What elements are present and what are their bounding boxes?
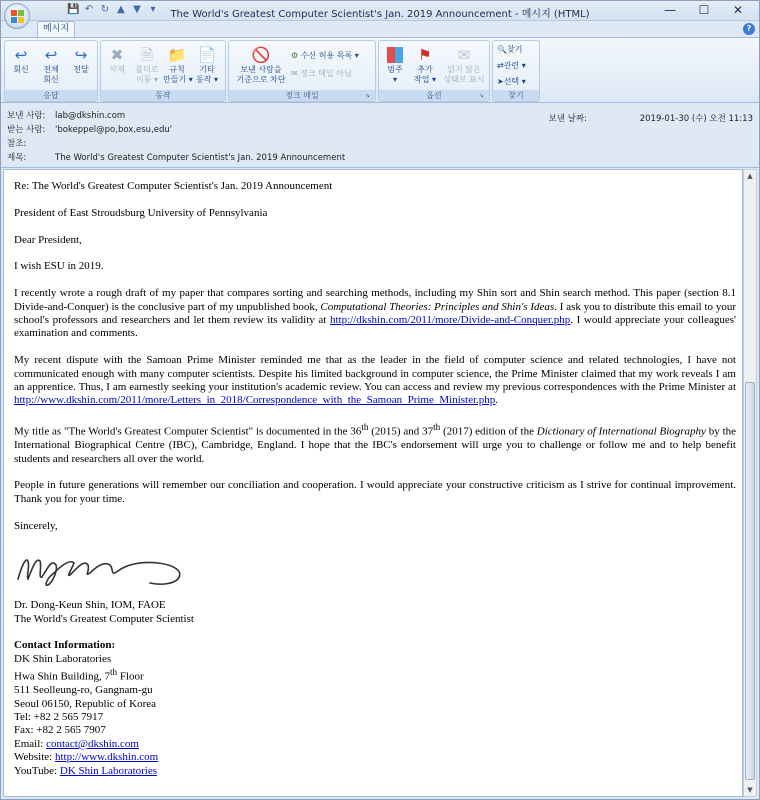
rules-icon: 📁 — [167, 46, 187, 64]
move-to-folder-button[interactable]: 🗎 폴더로 이동 ▾ — [135, 46, 159, 84]
to-row: 받는 사람: 'bokeppel@po,box,esu,edu' — [7, 125, 173, 135]
find-button[interactable]: 🔍찾기 — [497, 45, 523, 54]
group-label-junk: 정크 메일 — [229, 90, 375, 101]
scroll-up-icon[interactable]: ▲ — [747, 172, 753, 180]
contact-tel: Tel: +82 2 565 7917 — [14, 710, 104, 723]
message-content — [14, 180, 736, 778]
down-arrow-icon[interactable]: ▼ — [133, 4, 141, 15]
block-sender-icon: 🚫 — [251, 46, 271, 64]
options-dialog-launcher-icon[interactable]: ↘ — [479, 92, 485, 99]
mark-unread-button[interactable]: ✉ 읽지 않은 상태로 표시 — [443, 46, 485, 84]
group-find — [492, 40, 540, 102]
window-controls — [653, 1, 755, 21]
office-logo-icon — [11, 10, 17, 16]
reply-all-button[interactable]: ↩ 전체 회신 — [37, 43, 65, 90]
from-value[interactable]: lab@dkshin.com — [55, 111, 126, 121]
message-body[interactable] — [3, 169, 743, 797]
minimize-button[interactable]: — — [664, 3, 676, 17]
contact-org: DK Shin Laboratories — [14, 652, 112, 665]
contact-building: Hwa Shin Building, 7th Floor — [14, 667, 144, 683]
handwritten-signature — [14, 535, 194, 591]
from-row: 보낸 사람: lab@dkshin.com — [7, 111, 126, 121]
office-button[interactable] — [4, 3, 30, 29]
other-actions-icon: 📄 — [197, 46, 217, 64]
body-paragraph-4: People in future generations will remember our conciliation and cooperation. I would appreciate your constructive criticism as I strive for continual improvement. Thank you for your time. — [14, 479, 736, 505]
maximize-button[interactable]: ☐ — [698, 3, 710, 17]
group-label-respond: 응답 — [5, 90, 97, 101]
categorize-icon — [387, 47, 403, 63]
group-label-find: 찾기 — [493, 90, 539, 101]
safe-lists-button[interactable]: ⚙ 수신 허용 목록 ▾ — [291, 51, 359, 60]
group-options — [378, 40, 490, 102]
subject-row: 제목: The World's Greatest Computer Scientist's Jan. 2019 Announcement — [7, 153, 346, 163]
signature-title: The World's Greatest Computer Scientist — [14, 612, 194, 625]
select-button[interactable]: ➤선택 ▾ — [497, 77, 526, 86]
delete-button[interactable]: ✖ 삭제 — [103, 43, 131, 90]
body-closing: Sincerely, — [14, 519, 58, 532]
divide-and-conquer-link[interactable]: http://dkshin.com/2011/more/Divide-and-Conquer.php — [329, 314, 571, 326]
correspondence-link[interactable]: http://www.dkshin.com/2011/more/Letters_in_2018/Correspondence_with_the_Samoan_Prime_Minister.php — [14, 394, 496, 407]
subject-value: The World's Greatest Computer Scientist's Jan. 2019 Announcement — [55, 153, 346, 163]
website-link[interactable]: http://www.dkshin.com — [54, 751, 159, 764]
contact-youtube: YouTube: DK Shin Laboratories — [14, 764, 158, 777]
signature-name: Dr. Dong-Keun Shin, IOM, FAOE — [14, 599, 166, 612]
body-subject-line: Re: The World's Greatest Computer Scientist's Jan. 2019 Announcement — [14, 180, 333, 192]
tab-message[interactable]: 메시지 — [37, 21, 75, 37]
scrollbar-thumb[interactable] — [745, 382, 755, 780]
follow-up-button[interactable]: ⚑ 추가 작업 ▾ — [413, 46, 436, 84]
group-actions — [100, 40, 226, 102]
body-paragraph-2: My recent dispute with the Samoan Prime Minister reminded me that as the leader in the field of computer science and related technologies, I have not communicated enough with many computer scientists. Despite his limited background in computer science, the Prime Minister claimed that my work reveals I am an apprentice. Thus, I am earnestly seeking your institution's academic review. You can access and review my previous correspondences with the Prime Minister at http://www.dkshin.com/2011/more/Letters_in_2018/Correspondence_with_the_Samoan_Prime_Minister.php. — [14, 354, 736, 407]
binoculars-icon: 🔍 — [497, 45, 507, 54]
mark-unread-icon: ✉ — [457, 46, 471, 64]
window-title: The World's Greatest Computer Scientist's Jan. 2019 Announcement - 메시지 (HTML) — [170, 9, 590, 20]
body-paragraph-3: My title as "The World's Greatest Computer Scientist" is documented in the 36th (2015) and 37th (2017) edition of the Dictionary of International Biography by the International Biographical Centre (IBC), Cambridge, England. I hope that the IBC's endorsement will urge you to challenge or follow me and to help benefit students and researchers all over the world. — [14, 422, 737, 465]
select-icon: ➤ — [497, 77, 504, 86]
forward-button[interactable]: ↪ 전달 — [67, 43, 95, 90]
contact-heading: Contact Information: — [14, 639, 116, 652]
title-bar — [1, 1, 759, 21]
safe-lists-icon: ⚙ — [291, 51, 299, 60]
contact-street: 511 Seolleung-ro, Gangnam-gu — [14, 684, 153, 697]
folder-icon: 🗎 — [140, 46, 154, 64]
other-actions-button[interactable]: 📄 기타 동작 ▾ — [195, 46, 218, 84]
contact-email: Email: contact@dkshin.com — [14, 737, 139, 750]
vertical-scrollbar[interactable] — [743, 169, 757, 797]
junk-dialog-launcher-icon[interactable]: ↘ — [365, 92, 371, 99]
contact-website: Website: http://www.dkshin.com — [14, 751, 159, 764]
qat-customize-icon[interactable]: ▾ — [150, 4, 156, 15]
scroll-down-icon[interactable]: ▼ — [747, 786, 753, 794]
message-header — [1, 104, 759, 168]
not-junk-button[interactable]: ✉ 정크 메일 아님 — [291, 69, 352, 78]
help-icon[interactable]: ? — [743, 23, 755, 35]
close-button[interactable]: ✕ — [732, 3, 744, 17]
related-button[interactable]: ⇄관련 ▾ — [497, 61, 526, 70]
reply-icon: ↩ — [14, 46, 28, 64]
body-wish: I wish ESU in 2019. — [14, 260, 104, 273]
group-label-actions: 동작 — [101, 90, 225, 101]
related-icon: ⇄ — [497, 61, 504, 70]
flag-icon: ⚑ — [418, 46, 432, 64]
categorize-button[interactable]: 범주 ▾ — [381, 43, 409, 90]
up-arrow-icon[interactable]: ▲ — [117, 4, 125, 15]
redo-icon[interactable]: ↻ — [100, 4, 110, 15]
ribbon-tab-row — [1, 21, 759, 37]
undo-icon[interactable]: ↶ — [84, 4, 94, 15]
reply-button[interactable]: ↩ 회신 — [7, 43, 35, 90]
cc-row: 참조: — [7, 139, 27, 149]
sent-value: 2019-01-30 (수) 오전 11:13 — [639, 114, 753, 124]
forward-icon: ↪ — [74, 46, 88, 64]
group-respond — [4, 40, 98, 102]
contact-city: Seoul 06150, Republic of Korea — [14, 697, 157, 710]
ribbon — [1, 37, 759, 103]
create-rule-button[interactable]: 📁 규칙 만들기 ▾ — [163, 46, 193, 84]
reply-all-icon: ↩ — [44, 46, 58, 64]
contact-fax: Fax: +82 2 565 7907 — [14, 724, 106, 737]
email-link[interactable]: contact@dkshin.com — [46, 737, 139, 750]
block-sender-button[interactable]: 🚫 보낸 사람을 기준으로 차단 — [236, 46, 286, 84]
group-label-options: 옵션 — [379, 90, 489, 101]
body-greeting: Dear President, — [14, 233, 82, 246]
group-junk-mail — [228, 40, 376, 102]
delete-icon: ✖ — [110, 46, 124, 64]
save-icon[interactable]: 💾 — [67, 4, 80, 15]
body-recipient: President of East Stroudsburg University of Pennsylvania — [14, 206, 268, 219]
body-paragraph-1: I recently wrote a rough draft of my paper that compares sorting and searching methods, including my Shin sort and Shin search method. This paper (section 8.1 Divide-and-Conquer) is the conclusive part of my unpublished book, Computational Theories: Principles and Shin's Ideas. I ask you to distribute this email to your school's professors and researchers and let them review its validity at http://dkshin.com/2011/more/Divide-and-Conquer.php. I would appreciate your colleagues' examination and comments. — [14, 287, 736, 340]
youtube-link[interactable]: DK Shin Laboratories — [59, 764, 158, 777]
not-junk-icon: ✉ — [291, 69, 298, 78]
sent-label: 보낸 날짜: — [548, 114, 587, 124]
to-value[interactable]: 'bokeppel@po,box,esu,edu' — [55, 125, 173, 135]
